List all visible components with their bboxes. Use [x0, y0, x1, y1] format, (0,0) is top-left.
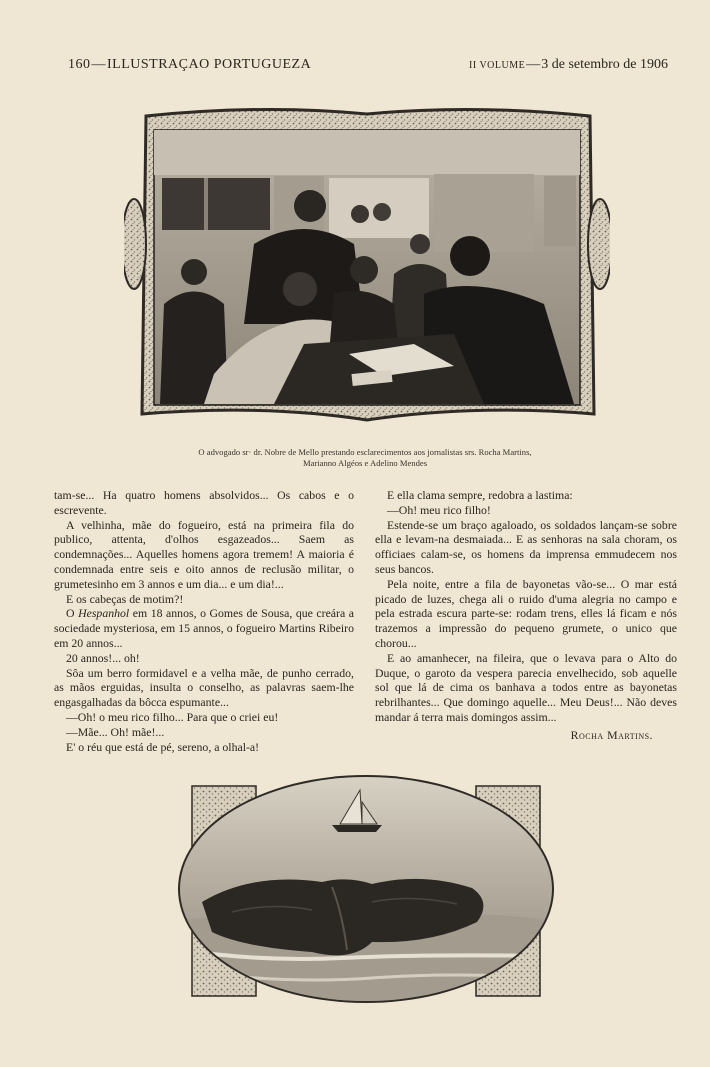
page-number: 160	[68, 57, 91, 72]
paragraph: Sôa um berro formidavel e a velha mãe, de punho cerrado, as mãos erguidas, insulta o conselho, as palavras saem-lhe engasgalhadas da bôcca espumante...	[54, 665, 354, 710]
paragraph: —Oh! o meu rico filho... Para que o criei eu!	[66, 709, 279, 724]
header-dash-2: —	[526, 57, 541, 72]
paragraph: Estende-se um braço agaloado, os soldados lançam-se sobre ella e levam-na desmaiada... E as senhoras na sala choram, os officiaes calam-se, os homens da imprensa emmudecem nos seus bancos.	[375, 517, 677, 576]
text-run: O	[66, 606, 75, 621]
author-signature: Rocha Martins.	[570, 727, 653, 742]
paragraph	[54, 606, 354, 650]
caption-line-1: O advogado sr· dr. Nobre de Mello prestando esclarecimentos aos jornalistas srs. Rocha Martins,	[198, 447, 532, 457]
header-dash: —	[91, 57, 106, 72]
italic-name: Hespanhol	[78, 606, 130, 621]
left-text-column	[54, 488, 354, 754]
caption-line-2: Marianno Algéos e Adelino Mendes	[302, 458, 428, 468]
courtroom-photo	[124, 104, 610, 431]
paragraph: tam-se... Ha quatro homens absolvidos... Os cabos e o escrevente.	[54, 488, 354, 517]
volume-label: II VOLUME	[468, 60, 526, 71]
paragraph: E ella clama sempre, redobra a lastima:	[387, 488, 573, 502]
paragraph: E os cabeças de motim?!	[66, 591, 184, 606]
paragraph: —Mãe... Oh! mãe!...	[66, 724, 165, 739]
seascape-photo	[172, 772, 560, 1007]
journal-title: ILLUSTRAÇAO PORTUGUEZA	[107, 57, 312, 72]
text-run: em 18 annos, o Gomes de Sousa, que creára a sociedade mysteriosa, em 15 annos, o fogueiro Martins Ribeiro em 20 annos...	[54, 606, 354, 650]
photo-caption	[110, 447, 620, 469]
right-text-column	[375, 488, 677, 743]
issue-date: 3 de setembro de 1906	[541, 57, 668, 72]
paragraph: 20 annos!... oh!	[66, 650, 140, 665]
header-left	[68, 57, 311, 73]
paragraph: E ao amanhecer, na fileira, que o levava para o Alto do Duque, o garoto da vespera parecia envelhecido, sob aquelle sol que lá de cima os banhava a todos entre as bayonetas rebrilhantes... Que domingo aquelle... Meu Deus!... Não deves mandar á terra mais domingos assim...	[375, 650, 677, 724]
header-right	[469, 57, 668, 73]
paragraph: A velhinha, mãe do fogueiro, está na primeira fila do publico, attenta, d'olhos esgazeados... Saem as condemnações... Aquelles homens agora tremem! A maioria é condemnada entre seis e oito annos de reclusão militar, o grumetesinho em 3 annos e um dia... e um dia!...	[54, 517, 354, 591]
page-header	[68, 57, 668, 77]
paragraph: E' o réu que está de pé, sereno, a olhal-a!	[66, 739, 260, 754]
paragraph: Pela noite, entre a fila de bayonetas vão-se... O mar está picado de luzes, chega ali o ruido d'uma alegria no campo e pela estrada escura parte-se: rodam trens, elles lá ficam e nós trazemos a impressão do pequeno grumete, o unico que chorou...	[375, 576, 677, 650]
paragraph: —Oh! meu rico filho!	[387, 502, 491, 517]
